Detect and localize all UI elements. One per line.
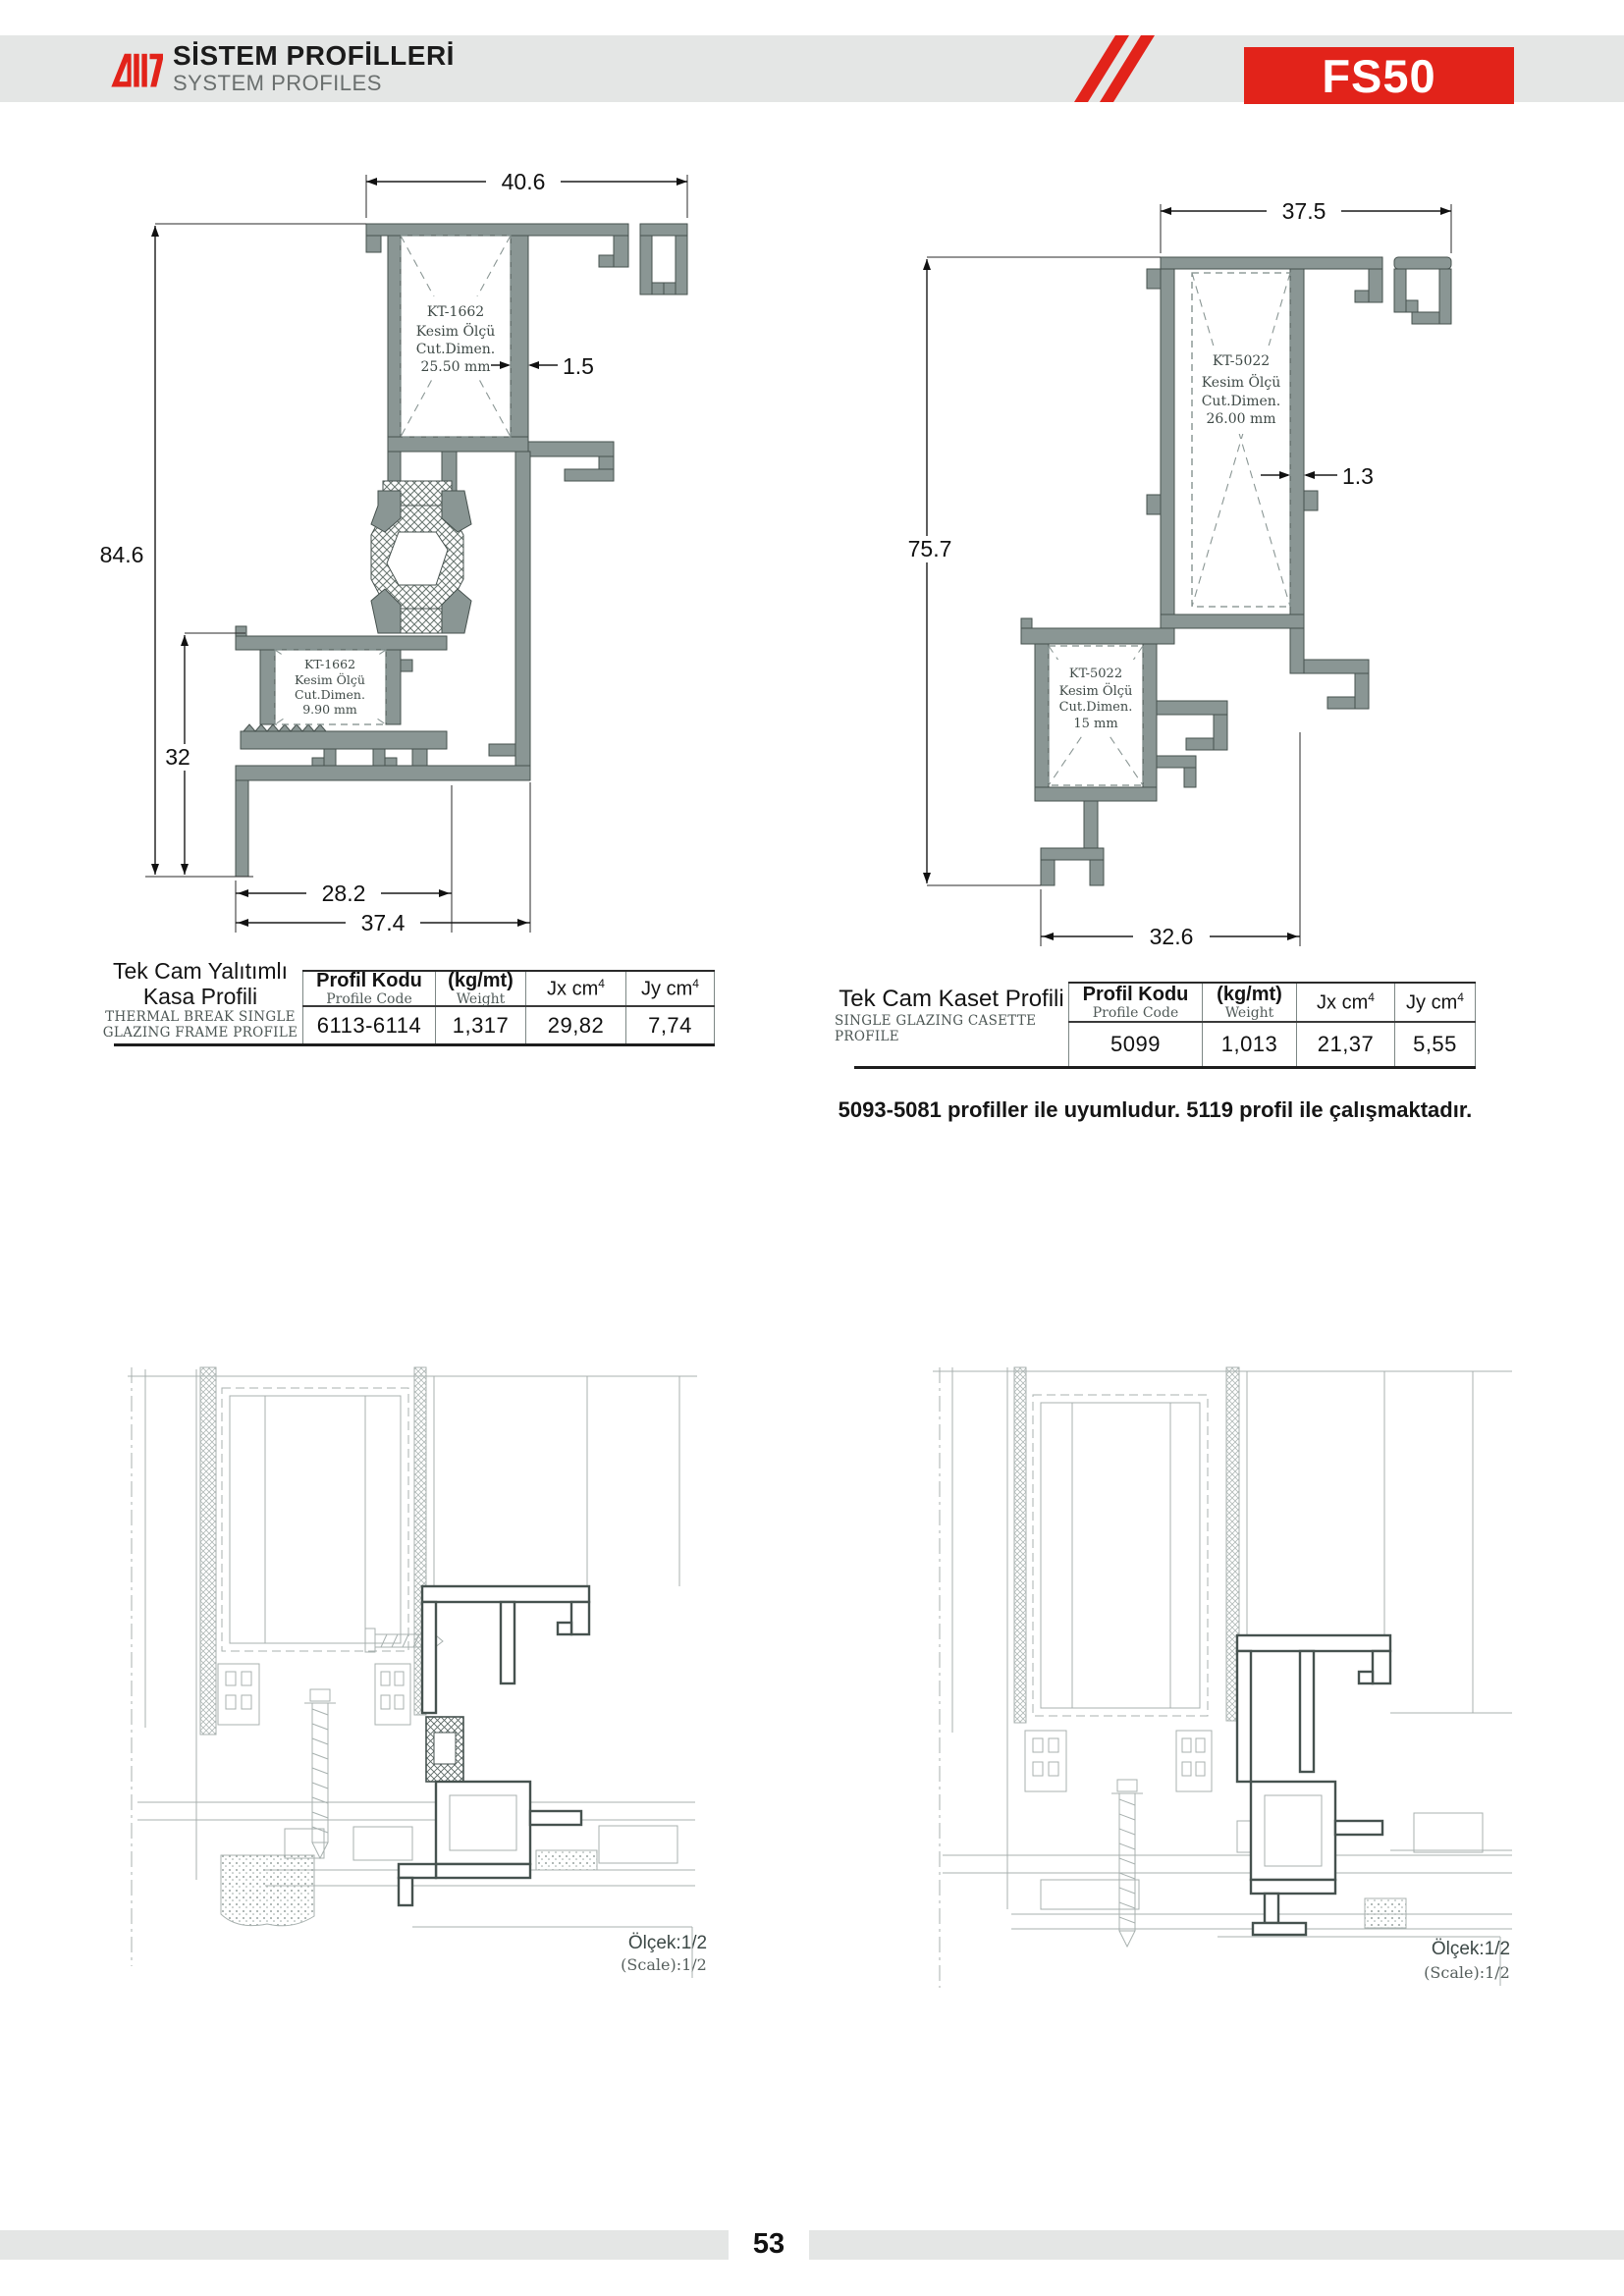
right-scale-label <box>1218 1937 1510 1986</box>
right-assembly-section-drawing <box>923 1360 1524 2007</box>
dim-total-height: 75.7 <box>907 536 952 561</box>
cut-l3: 15 mm <box>1073 717 1118 731</box>
cell-jy: 7,74 <box>625 1007 715 1044</box>
left-assembly-section-drawing <box>118 1360 707 1993</box>
cell-jx: 21,37 <box>1296 1023 1394 1066</box>
dim-bottom-width: 32.6 <box>1149 924 1194 949</box>
dim-top-width: 40.6 <box>501 169 546 194</box>
scale-en: (Scale):1/2 <box>1424 1963 1510 1982</box>
cut-l3: 26.00 mm <box>1206 411 1276 427</box>
col-header-jx: Jx $cm^4$ <box>1296 984 1394 1021</box>
left-lower-cut-box <box>275 650 386 724</box>
col-header-jx: Jx $cm^4$ <box>525 972 625 1005</box>
title-tr-line1: Tek Cam Yalıtımlı <box>112 958 289 984</box>
red-stripes-decoration <box>1060 35 1237 102</box>
cell-code: 6113-6114 <box>302 1007 435 1044</box>
cut-code: KT-1662 <box>426 304 485 320</box>
dim-top-width: 37.5 <box>1281 198 1326 224</box>
right-assembly-line-art <box>933 1367 1512 1988</box>
cut-l2: Cut.Dimen. <box>295 687 365 702</box>
right-profile-table <box>835 978 1476 1072</box>
left-scale-label <box>412 1927 707 1978</box>
left-table-grid <box>302 970 715 1044</box>
page-number: 53 <box>752 2227 785 2260</box>
right-table-bottom-rule <box>854 1066 1476 1069</box>
left-profile-drawing <box>88 157 707 982</box>
screw-fastener <box>304 1689 336 1858</box>
cell-code: 5099 <box>1068 1023 1202 1066</box>
highlighted-fs50-profile <box>1237 1635 1390 1935</box>
cell-weight: 1,317 <box>435 1007 525 1044</box>
cell-jy: 5,55 <box>1394 1023 1476 1066</box>
right-drawing-dimensions <box>903 196 1451 949</box>
col-header-code: Profil Kodu Profile Code <box>302 972 435 1005</box>
cell-jx: 29,82 <box>525 1007 625 1044</box>
col-header-jy: Jy $cm^4$ <box>625 972 715 1005</box>
cut-code: KT-5022 <box>1068 667 1123 681</box>
col-header-jy: Jy $cm^4$ <box>1394 984 1476 1021</box>
dim-wall: 1.3 <box>1342 463 1374 489</box>
cut-l3: 25.50 mm <box>420 359 491 375</box>
page-number-container <box>729 2224 809 2264</box>
left-table-title <box>98 958 302 1048</box>
dim-wall: 1.5 <box>563 353 594 379</box>
cut-l1: Kesim Ölçü <box>295 672 365 687</box>
right-table-grid <box>1068 982 1476 1066</box>
cut-l1: Kesim Ölçü <box>1201 375 1281 391</box>
cut-code: KT-5022 <box>1212 353 1271 369</box>
right-profile-drawing <box>903 157 1492 991</box>
left-profile-table <box>98 958 715 1048</box>
title-tr-line2: Kasa Profili <box>142 984 258 1009</box>
right-lower-cut-box <box>1049 646 1143 785</box>
brand-subtitle: SYSTEM PROFILES <box>173 71 382 95</box>
cut-l2: Cut.Dimen. <box>415 342 496 357</box>
model-label: FS50 <box>1322 49 1436 102</box>
scale-tr: Ölçek:1/2 <box>1431 1939 1511 1959</box>
dim-lower-height: 32 <box>165 744 190 770</box>
col-header-weight: (kg/mt) Weight <box>1202 984 1296 1021</box>
title-en: SINGLE GLAZING CASETTE PROFILE <box>835 1013 1037 1044</box>
dim-bottom-outer: 37.4 <box>360 910 406 935</box>
left-upper-cut-box <box>401 236 511 437</box>
cut-l3: 9.90 mm <box>302 702 357 717</box>
right-table-title <box>835 978 1068 1080</box>
scale-tr: Ölçek:1/2 <box>627 1933 707 1953</box>
dim-bottom-inner: 28.2 <box>321 881 366 906</box>
brand-text-block <box>173 41 455 96</box>
title-tr: Tek Cam Kaset Profili <box>839 986 1064 1012</box>
scale-en: (Scale):1/2 <box>621 1955 707 1974</box>
title-en-line1: THERMAL BREAK SINGLE <box>105 1009 296 1025</box>
model-badge <box>1244 47 1514 104</box>
brand-title: SİSTEM PROFİLLERİ <box>173 40 455 71</box>
cut-l1: Kesim Ölçü <box>1058 684 1133 699</box>
cut-l2: Cut.Dimen. <box>1201 394 1281 409</box>
cut-l1: Kesim Ölçü <box>415 324 496 340</box>
cut-code: KT-1662 <box>303 657 356 671</box>
brand-logo-icon <box>110 43 163 96</box>
screw-fastener <box>1111 1780 1143 1947</box>
cut-l2: Cut.Dimen. <box>1058 700 1133 715</box>
compatibility-note: 5093-5081 profiller ile uyumludur. 5119 profil ile çalışmaktadır. <box>838 1097 1473 1122</box>
title-en-line2: GLAZING FRAME PROFILE <box>102 1025 298 1041</box>
col-header-code: Profil Kodu Profile Code <box>1068 984 1202 1021</box>
dim-total-height: 84.6 <box>99 542 144 567</box>
left-table-bottom-rule <box>114 1043 715 1046</box>
col-header-weight: (kg/mt) Weight <box>435 972 525 1005</box>
footer-band <box>0 2227 1624 2260</box>
right-upper-cut-box <box>1192 273 1290 607</box>
cell-weight: 1,013 <box>1202 1023 1296 1066</box>
